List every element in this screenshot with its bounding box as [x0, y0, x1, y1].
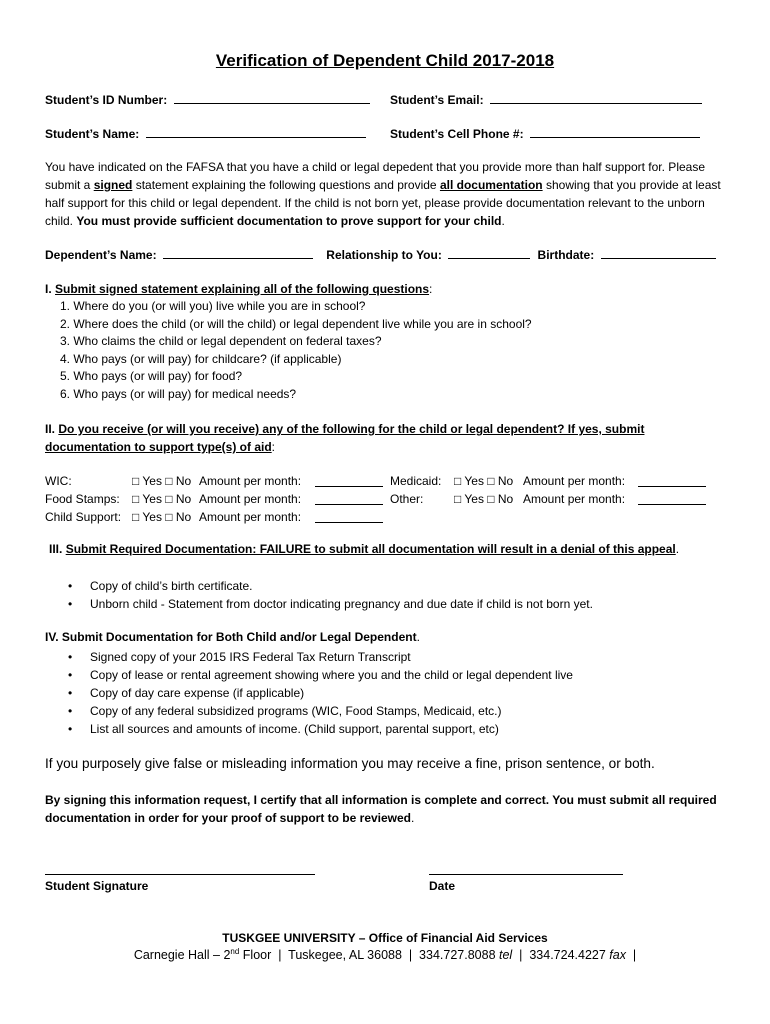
question-6: 6. Who pays (or will pay) for medical needs? — [60, 386, 297, 401]
dependent-name-line[interactable] — [163, 247, 313, 259]
food-stamps-label: Food Stamps: — [45, 492, 120, 506]
list-item — [65, 577, 593, 595]
bullet-icon: • — [68, 597, 73, 611]
other-amount-line[interactable] — [638, 493, 706, 505]
list-item — [65, 720, 573, 738]
section-4-item-5: List all sources and amounts of income. (Child support, parental support, etc) — [90, 722, 499, 736]
footer-fax: fax — [609, 948, 626, 963]
relationship-line[interactable] — [448, 247, 530, 259]
section-3-item-2: Unborn child - Statement from doctor indicating pregnancy and due date if child is not born yet. — [90, 597, 593, 611]
student-cell-line[interactable] — [530, 126, 700, 138]
section-2-heading — [45, 420, 644, 456]
intro-text-1: You have indicated on the FAFSA that you have a child or legal depedent that you provide more than half support for. Please submit a — [45, 160, 705, 192]
section-4-item-1: Signed copy of your 2015 IRS Federal Tax Return Transcript — [90, 650, 411, 664]
section-1-title: Submit signed statement explaining all of the following questions — [55, 282, 430, 296]
wic-amount-line[interactable] — [315, 475, 383, 487]
footer-addr-mid: Floor | Tuskegee, AL 36088 | 334.727.8088 — [239, 948, 499, 963]
intro-text-2: statement explaining the following questions and provide — [135, 178, 437, 192]
relationship-label: Relationship to You: — [326, 248, 442, 262]
wic-yes-no[interactable]: □ Yes □ No — [132, 474, 192, 488]
page-title: Verification of Dependent Child 2017-2018 — [215, 51, 555, 70]
section-2-prefix: II. — [45, 422, 56, 436]
other-yes-no[interactable]: □ Yes □ No — [454, 492, 514, 506]
child-support-label: Child Support: — [45, 510, 122, 524]
student-name-label: Student’s Name: — [45, 127, 140, 141]
medicaid-label: Medicaid: — [390, 474, 442, 488]
section-2-title-line-2: documentation to support type(s) of aid — [45, 440, 272, 454]
section-4-item-4: Copy of any federal subsidized programs (WIC, Food Stamps, Medicaid, etc.) — [90, 704, 502, 718]
list-item — [65, 666, 573, 684]
medicaid-amount-line[interactable] — [638, 475, 706, 487]
section-1-prefix: I. — [45, 282, 52, 296]
birthdate-line[interactable] — [601, 247, 716, 259]
intro-signed: signed — [93, 178, 133, 192]
section-2-colon: : — [271, 440, 276, 454]
footer-tel: tel — [499, 948, 513, 963]
food-stamps-yes-no[interactable]: □ Yes □ No — [132, 492, 192, 506]
wic-amount-label: Amount per month: — [199, 474, 302, 488]
section-4-item-3: Copy of day care expense (if applicable) — [90, 686, 305, 700]
student-signature-line[interactable] — [45, 874, 315, 875]
question-1: 1. Where do you (or will you) live while you are in school? — [60, 299, 366, 313]
footer-addr-mid2: | 334.724.4227 — [512, 948, 610, 963]
section-1-colon: : — [429, 282, 433, 296]
dependent-name-label: Dependent’s Name: — [45, 248, 157, 262]
question-3: 3. Who claims the child or legal dependent on federal taxes? — [60, 334, 382, 348]
section-2-title-line-1: Do you receive (or will you receive) any of the following for the child or legal dependent? If yes, submit — [58, 422, 645, 436]
section-3-heading — [49, 542, 679, 556]
list-item — [65, 702, 573, 720]
section-4-title: IV. Submit Documentation for Both Child and/or Legal Dependent — [45, 630, 417, 644]
footer-address — [0, 947, 770, 962]
section-1-heading — [45, 282, 432, 296]
child-support-amount-label: Amount per month: — [199, 510, 302, 524]
bullet-icon: • — [68, 668, 73, 682]
medicaid-yes-no[interactable]: □ Yes □ No — [454, 474, 514, 488]
footer-org: TUSKGEE UNIVERSITY – Office of Financial Aid Services — [222, 931, 548, 945]
date-line[interactable] — [429, 874, 623, 875]
dependent-row — [45, 247, 716, 262]
student-email-field[interactable] — [390, 92, 702, 107]
list-item — [65, 684, 573, 702]
section-4-list — [65, 648, 573, 738]
student-cell-label: Student’s Cell Phone #: — [390, 127, 524, 141]
student-name-field[interactable] — [45, 126, 366, 141]
intro-text-3: showing that you provide at least half support for this child or legal dependent. If the child is not born yet, please provide documentation relevant to the unborn child. — [45, 178, 721, 228]
certify-paragraph — [45, 791, 730, 827]
student-id-field[interactable] — [45, 92, 370, 107]
medicaid-amount-label: Amount per month: — [523, 474, 626, 488]
intro-bold-requirement: You must provide sufficient documentation to prove support for your child — [76, 214, 502, 228]
intro-all-documentation: all documentation — [439, 178, 543, 192]
other-label: Other: — [390, 492, 424, 506]
intro-end: . — [501, 214, 505, 228]
footer-addr-pre: Carnegie Hall – 2 — [133, 948, 231, 963]
child-support-yes-no[interactable]: □ Yes □ No — [132, 510, 192, 524]
section-3-list — [65, 577, 593, 613]
student-email-label: Student’s Email: — [390, 93, 484, 107]
student-name-line[interactable] — [146, 126, 366, 138]
student-cell-field[interactable] — [390, 126, 700, 141]
student-signature-label: Student Signature — [45, 879, 149, 893]
other-amount-label: Amount per month: — [523, 492, 626, 506]
section-4-end: . — [416, 630, 420, 644]
section-3-title: Submit Required Documentation: FAILURE to submit all documentation will result in a denial of this appeal — [65, 542, 676, 556]
warning-text: If you purposely give false or misleading information you may receive a fine, prison sentence, or both. — [45, 756, 655, 771]
section-3-prefix: III. — [49, 542, 63, 556]
section-4-item-2: Copy of lease or rental agreement showing where you and the child or legal dependent live — [90, 668, 573, 682]
section-3-item-1: Copy of child’s birth certificate. — [90, 579, 253, 593]
food-stamps-amount-label: Amount per month: — [199, 492, 302, 506]
section-4-heading — [45, 630, 420, 644]
student-id-line[interactable] — [174, 92, 370, 104]
certify-text: By signing this information request, I certify that all information is complete and correct. You must submit all required documentation in order for your proof of support to be reviewed — [45, 793, 717, 825]
bullet-icon: • — [68, 686, 73, 700]
bullet-icon: • — [68, 579, 73, 593]
list-item — [65, 595, 593, 613]
birthdate-label: Birthdate: — [537, 248, 595, 262]
question-2: 2. Where does the child (or will the child) or legal dependent live while you are in school? — [60, 316, 532, 331]
question-5: 5. Who pays (or will pay) for food? — [60, 369, 243, 383]
list-item — [65, 648, 573, 666]
question-4: 4. Who pays (or will pay) for childcare? (if applicable) — [60, 351, 342, 366]
bullet-icon: • — [68, 722, 73, 736]
intro-paragraph — [45, 158, 725, 230]
date-label: Date — [429, 879, 456, 893]
student-email-line[interactable] — [490, 92, 702, 104]
bullet-icon: • — [68, 704, 73, 718]
certify-end: . — [411, 811, 415, 825]
student-id-label: Student’s ID Number: — [45, 93, 168, 107]
child-support-amount-line[interactable] — [315, 511, 383, 523]
footer-addr-sup: nd — [230, 947, 240, 956]
section-3-end: . — [675, 542, 680, 556]
food-stamps-amount-line[interactable] — [315, 493, 383, 505]
footer-addr-end: | — [625, 948, 637, 963]
bullet-icon: • — [68, 650, 73, 664]
wic-label: WIC: — [45, 474, 72, 488]
section-1-questions — [60, 298, 532, 403]
